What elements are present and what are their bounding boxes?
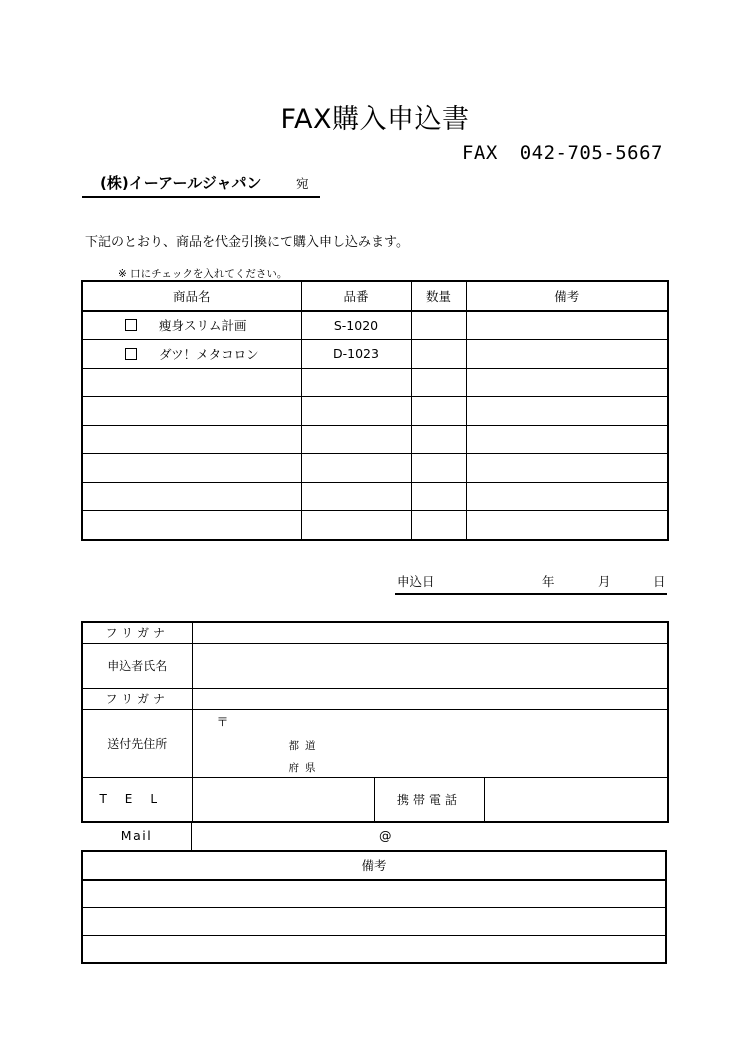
- product-code: D-1023: [301, 340, 411, 369]
- product-name: ダツ！メタコロン: [158, 346, 259, 362]
- product-code-field[interactable]: [301, 397, 411, 426]
- applicant-name-label: 申込者氏名: [82, 643, 192, 688]
- quantity-field[interactable]: [411, 511, 466, 540]
- remarks-header: 備考: [82, 851, 666, 880]
- quantity-field[interactable]: [411, 397, 466, 426]
- product-code-field[interactable]: [301, 482, 411, 511]
- product-name-cell: [82, 340, 301, 369]
- date-month-label: 月: [598, 574, 611, 589]
- remarks-field[interactable]: [466, 311, 668, 340]
- intro-text: 下記のとおり、商品を代金引換にて購入申し込みます。: [85, 235, 409, 250]
- remarks-line[interactable]: [82, 908, 666, 936]
- table-row: [82, 511, 668, 540]
- recipient-name: (株)イーアールジャパン: [100, 174, 262, 192]
- mobile-field[interactable]: [484, 777, 668, 822]
- table-row: [82, 340, 668, 369]
- mobile-label: 携帯電話: [374, 777, 484, 822]
- date-year-label: 年: [542, 574, 555, 589]
- product-name-field[interactable]: [82, 397, 301, 426]
- product-table: [81, 280, 669, 541]
- table-row: [82, 368, 668, 397]
- quantity-field[interactable]: [411, 340, 466, 369]
- product-code-field[interactable]: [301, 511, 411, 540]
- product-checkbox[interactable]: [125, 348, 137, 360]
- furigana-address-label: フリガナ: [82, 688, 192, 709]
- remarks-field[interactable]: [466, 425, 668, 454]
- address-label: 送付先住所: [82, 709, 192, 777]
- quantity-field[interactable]: [411, 311, 466, 340]
- fax-number: FAX 042-705-5667: [461, 142, 663, 164]
- table-row: [82, 482, 668, 511]
- header-product-code: 品番: [301, 281, 411, 311]
- tel-field[interactable]: [192, 777, 374, 822]
- product-name-field[interactable]: [82, 511, 301, 540]
- furigana-address-field[interactable]: [192, 688, 668, 709]
- product-name-field[interactable]: [82, 425, 301, 454]
- furigana-label: フリガナ: [82, 622, 192, 643]
- mail-at-sign[interactable]: @: [379, 828, 392, 843]
- remarks-line[interactable]: [82, 880, 666, 908]
- date-day-label: 日: [653, 574, 666, 589]
- product-name-field[interactable]: [82, 482, 301, 511]
- product-name-field[interactable]: [82, 368, 301, 397]
- product-code-field[interactable]: [301, 368, 411, 397]
- application-date-line[interactable]: [395, 569, 667, 595]
- remarks-table: [81, 850, 667, 964]
- product-code-field[interactable]: [301, 454, 411, 483]
- furigana-name-field[interactable]: [192, 622, 668, 643]
- mail-divider: [191, 822, 192, 850]
- product-name-cell: [82, 311, 301, 340]
- applicant-table: [81, 621, 669, 823]
- table-row: [82, 425, 668, 454]
- table-row: [82, 454, 668, 483]
- product-checkbox[interactable]: [125, 319, 137, 331]
- product-code: S-1020: [301, 311, 411, 340]
- application-date-label: 申込日: [397, 574, 435, 589]
- recipient-suffix: 宛: [296, 176, 309, 191]
- header-remarks: 備考: [466, 281, 668, 311]
- postal-mark: 〒: [216, 714, 229, 729]
- header-quantity: 数量: [411, 281, 466, 311]
- product-table-header: [82, 281, 668, 311]
- product-name: 瘦身スリム計画: [158, 318, 247, 334]
- address-field[interactable]: [192, 709, 668, 777]
- tel-label: TEL: [82, 777, 192, 822]
- table-row: [82, 397, 668, 426]
- recipient-line: [82, 172, 320, 198]
- quantity-field[interactable]: [411, 368, 466, 397]
- quantity-field[interactable]: [411, 425, 466, 454]
- product-name-field[interactable]: [82, 454, 301, 483]
- prefecture-label-2: 府県: [288, 761, 322, 774]
- table-row: [82, 311, 668, 340]
- product-code-field[interactable]: [301, 425, 411, 454]
- remarks-field[interactable]: [466, 454, 668, 483]
- remarks-field[interactable]: [466, 511, 668, 540]
- page-title: FAX購入申込書: [280, 104, 470, 135]
- applicant-name-field[interactable]: [192, 643, 668, 688]
- remarks-field[interactable]: [466, 397, 668, 426]
- remarks-line[interactable]: [82, 935, 666, 963]
- prefecture-label-1: 都道: [288, 739, 322, 752]
- remarks-field[interactable]: [466, 482, 668, 511]
- header-product-name: 商品名: [82, 281, 301, 311]
- remarks-field[interactable]: [466, 368, 668, 397]
- remarks-field[interactable]: [466, 340, 668, 369]
- quantity-field[interactable]: [411, 454, 466, 483]
- mail-row: [81, 822, 667, 850]
- mail-label: Mail: [120, 828, 153, 843]
- quantity-field[interactable]: [411, 482, 466, 511]
- checkbox-note: ※ 口にチェックを入れてください。: [118, 268, 288, 280]
